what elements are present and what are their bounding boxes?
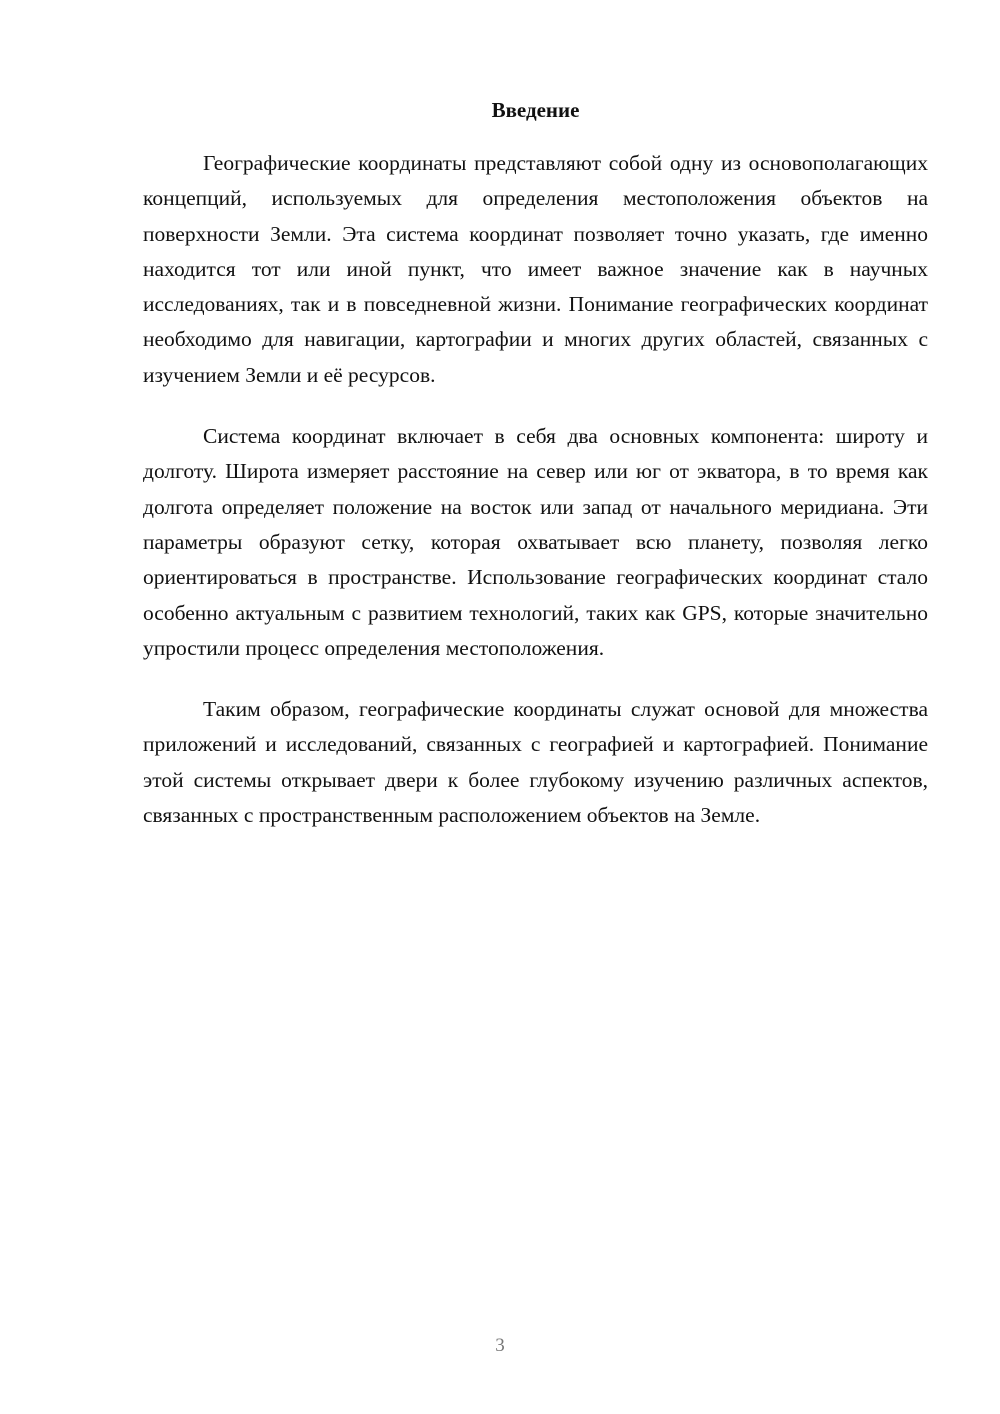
page-title: Введение [491,98,580,122]
paragraph-1: Географические координаты представляют собой одну из основополагающих концепций, используемых для определения местоположения объектов на поверхности Земли. Эта система координат позволяет точно указать, где именно находится тот или иной пункт, что имеет важное значение как в научных исследованиях, так и в повседневной жизни. Понимание географических координат необходимо для навигации, картографии и многих других областей, связанных с изучением Земли и её ресурсов. [143,151,928,387]
paragraph-3: Таким образом, географические координаты служат основой для множества приложений и исследований, связанных с географией и картографией. Понимание этой системы открывает двери к более глубокому изучению различных аспектов, связанных с пространственным расположением объектов на Земле. [143,697,928,828]
page-content [143,92,928,859]
paragraph-2: Система координат включает в себя два основных компонента: широту и долготу. Широта измеряет расстояние на север или юг от экватора, в то время как долгота определяет положение на восток или запад от начального меридиана. Эти параметры образуют сетку, которая охватывает всю планету, позволяя легко ориентироваться в пространстве. Использование географических координат стало особенно актуальным с развитием технологий, таких как GPS, которые значительно упростили процесс определения местоположения. [143,424,928,660]
page-number: 3 [495,1335,505,1356]
